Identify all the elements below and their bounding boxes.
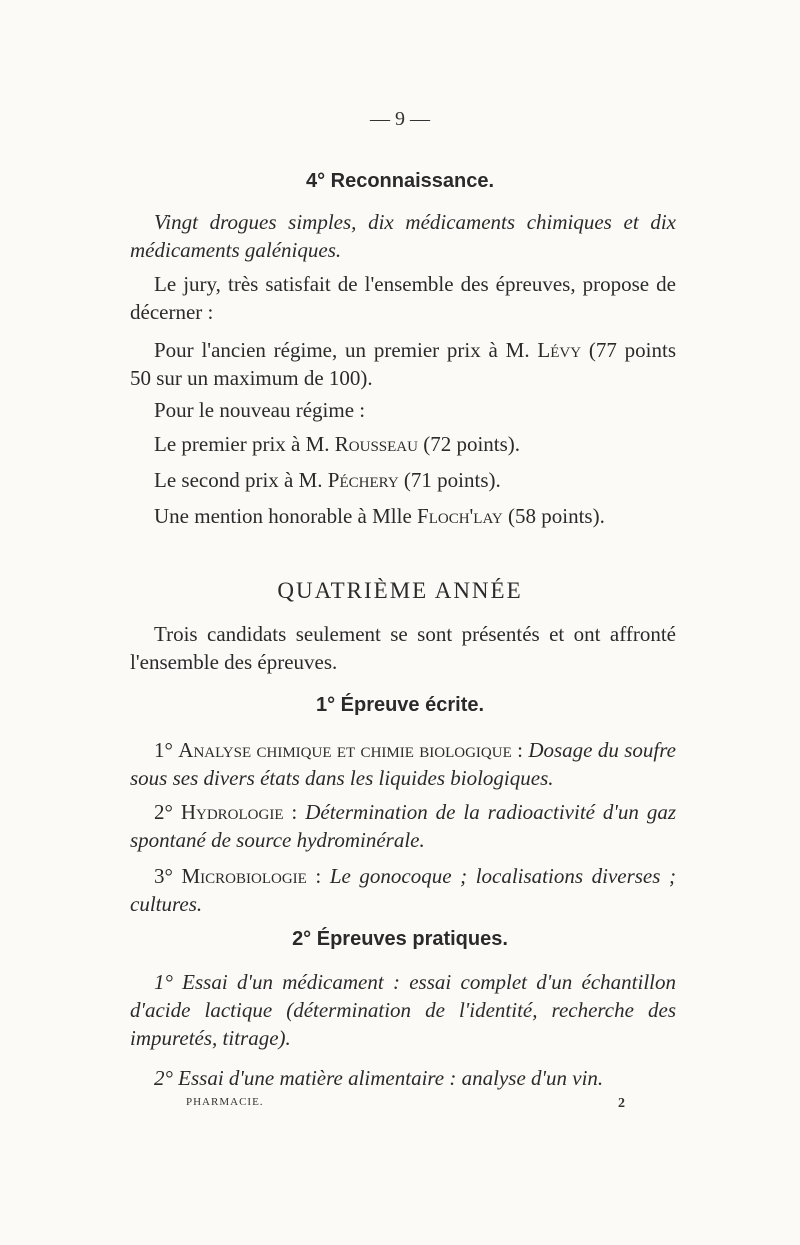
section-title-fourth-year: QUATRIÈME ANNÉE: [277, 578, 523, 603]
paragraph-candidates: Trois candidats seulement se sont présentés et ont affronté l'ensemble des épreuves.: [130, 622, 676, 674]
paragraph-old-regime: [130, 336, 676, 392]
paragraph-drugs: Vingt drogues simples, dix médicaments chimiques et dix médicaments galéniques.: [130, 210, 676, 262]
paragraph-new-regime: Pour le nouveau régime :: [154, 398, 366, 422]
subject-topic: Dosage du soufre sous ses divers états dans les liquides biologiques.: [130, 738, 676, 790]
paragraph-jury: Le jury, très satisfait de l'ensemble des épreuves, propose de décerner :: [130, 272, 676, 324]
text-segment: Pour l'ancien régime, un premier prix à M.: [154, 338, 538, 362]
page-footer: [186, 1096, 626, 1111]
prize-line-2: [130, 466, 676, 494]
signature-mark: PHARMACIE.: [186, 1096, 264, 1108]
text-segment: (77 points 50 sur un maximum de 100).: [130, 338, 676, 390]
subject-name: Microbiologie: [181, 864, 307, 888]
text-segment: (58 points).: [502, 504, 605, 528]
written-item-2: [130, 798, 676, 854]
text-segment: Le second prix à M.: [154, 468, 328, 492]
written-item-1: [130, 736, 676, 792]
text-segment: Une mention honorable à Mlle: [154, 504, 418, 528]
practical-item-2: 2° Essai d'une matière alimentaire : analyse d'un vin.: [154, 1066, 604, 1090]
prize-line-1: [130, 430, 676, 458]
subject-topic: Détermination de la radioactivité d'un gaz spontané de source hydrominérale.: [130, 800, 677, 852]
text-segment: Le premier prix à M.: [154, 432, 335, 456]
laureate-name: Lévy: [537, 338, 582, 362]
sheet-number: 2: [618, 1096, 626, 1111]
practical-item-1: 1° Essai d'un médicament : essai complet d'un échantillon d'acide lactique (détermination de l'identité, recherche des impuretés, titrage).: [130, 970, 676, 1050]
text-segment: :: [511, 738, 529, 762]
text-segment: (72 points).: [417, 432, 521, 456]
subject-name: Analyse chimique et chimie biologique: [178, 738, 512, 762]
text-segment: :: [283, 800, 306, 824]
laureate-name: Floch'lay: [417, 504, 503, 528]
laureate-name: Péchery: [327, 468, 399, 492]
item-number: 3°: [154, 864, 182, 888]
written-item-3: [130, 862, 676, 918]
section-heading-practical: 2° Épreuves pratiques.: [292, 928, 508, 950]
subject-name: Hydrologie: [180, 800, 284, 824]
subject-topic: Le gonocoque ; localisations diverses ; cultures.: [130, 864, 676, 916]
text-segment: :: [306, 864, 330, 888]
item-number: 2°: [154, 800, 181, 824]
item-number: 1°: [154, 738, 179, 762]
text-segment: (71 points).: [398, 468, 501, 492]
laureate-name: Rousseau: [334, 432, 418, 456]
section-heading-reconnaissance: 4° Reconnaissance.: [305, 170, 495, 192]
page-number: — 9 —: [370, 108, 430, 130]
prize-line-3: [130, 502, 676, 530]
section-heading-written: 1° Épreuve écrite.: [315, 694, 485, 716]
